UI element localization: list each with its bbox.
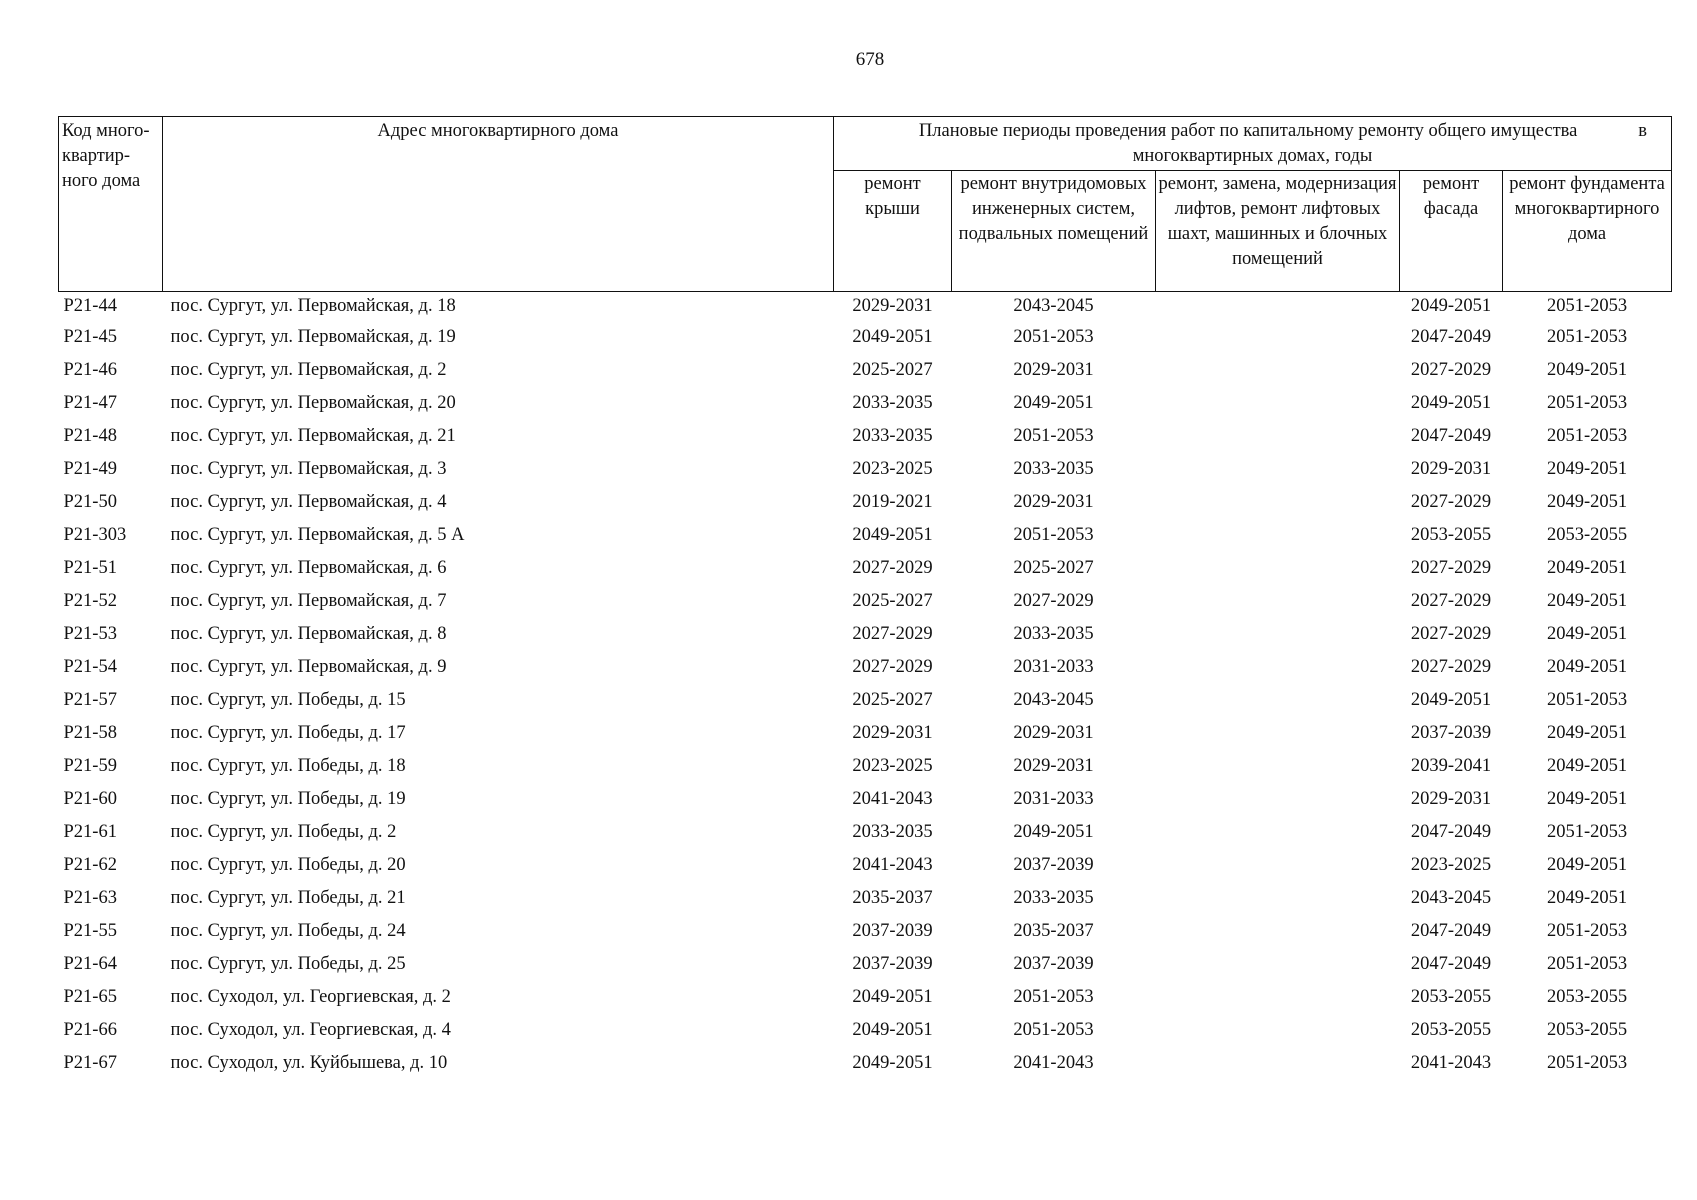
cell-foundation: 2051-2053	[1546, 921, 1628, 941]
cell-foundation: 2049-2051	[1546, 789, 1628, 809]
cell-foundation: 2051-2053	[1546, 690, 1628, 710]
table-row	[59, 391, 1672, 424]
cell-code: Р21-51	[63, 558, 117, 578]
cell-facade: 2043-2045	[1410, 888, 1492, 908]
table-row	[59, 787, 1672, 820]
cell-facade: 2029-2031	[1410, 789, 1492, 809]
cell-roof: 2033-2035	[852, 393, 933, 413]
cell-foundation: 2051-2053	[1546, 822, 1628, 842]
cell-facade: 2027-2029	[1410, 624, 1492, 644]
cell-address: пос. Сургут, ул. Победы, д. 15	[170, 690, 406, 710]
cell-address: пос. Сургут, ул. Первомайская, д. 7	[170, 591, 447, 611]
table-row	[59, 754, 1672, 787]
cell-elevators	[1156, 787, 1400, 820]
table-row	[59, 919, 1672, 952]
cell-roof: 2033-2035	[852, 426, 933, 446]
cell-engineering: 2031-2033	[1013, 789, 1094, 809]
cell-facade: 2027-2029	[1410, 657, 1492, 677]
cell-code: Р21-54	[63, 657, 117, 677]
header-elevators: ремонт, замена, модернизация лифтов, ремонт лифтовых шахт, машинных и блочных помещений	[1156, 171, 1400, 292]
cell-engineering: 2051-2053	[1013, 1020, 1094, 1040]
cell-code: Р21-61	[63, 822, 117, 842]
cell-roof: 2025-2027	[852, 690, 933, 710]
cell-code: Р21-65	[63, 987, 117, 1007]
cell-engineering: 2051-2053	[1013, 426, 1094, 446]
cell-roof: 2027-2029	[852, 657, 933, 677]
cell-facade: 2027-2029	[1410, 360, 1492, 380]
cell-roof: 2035-2037	[852, 888, 933, 908]
cell-engineering: 2049-2051	[1013, 393, 1094, 413]
cell-elevators	[1156, 754, 1400, 787]
table-row	[59, 1051, 1672, 1084]
cell-elevators	[1156, 325, 1400, 358]
cell-code: Р21-48	[63, 426, 117, 446]
cell-roof: 2019-2021	[852, 492, 933, 512]
cell-roof: 2037-2039	[852, 921, 933, 941]
cell-roof: 2049-2051	[852, 1020, 933, 1040]
cell-elevators	[1156, 688, 1400, 721]
cell-code: Р21-55	[63, 921, 117, 941]
cell-elevators	[1156, 952, 1400, 985]
table-row	[59, 490, 1672, 523]
cell-foundation: 2049-2051	[1546, 459, 1628, 479]
cell-engineering: 2027-2029	[1013, 591, 1094, 611]
page-number: 678	[855, 49, 885, 70]
table-row	[59, 622, 1672, 655]
cell-address: пос. Сургут, ул. Победы, д. 24	[170, 921, 406, 941]
table-row	[59, 523, 1672, 556]
cell-code: Р21-63	[63, 888, 117, 908]
cell-engineering: 2043-2045	[1013, 296, 1094, 316]
cell-foundation: 2049-2051	[1546, 855, 1628, 875]
cell-elevators	[1156, 523, 1400, 556]
cell-foundation: 2051-2053	[1546, 954, 1628, 974]
cell-address: пос. Сургут, ул. Первомайская, д. 4	[170, 492, 447, 512]
cell-engineering: 2029-2031	[1013, 723, 1094, 743]
cell-engineering: 2043-2045	[1013, 690, 1094, 710]
cell-roof: 2029-2031	[852, 723, 933, 743]
cell-roof: 2029-2031	[852, 296, 933, 316]
cell-foundation: 2049-2051	[1546, 756, 1628, 776]
cell-engineering: 2029-2031	[1013, 360, 1094, 380]
cell-facade: 2047-2049	[1410, 921, 1492, 941]
cell-elevators	[1156, 820, 1400, 853]
cell-facade: 2049-2051	[1410, 296, 1492, 316]
cell-roof: 2027-2029	[852, 558, 933, 578]
cell-facade: 2023-2025	[1410, 855, 1492, 875]
cell-elevators	[1156, 391, 1400, 424]
cell-code: Р21-57	[63, 690, 117, 710]
cell-code: Р21-46	[63, 360, 117, 380]
cell-foundation: 2051-2053	[1546, 1053, 1628, 1073]
cell-facade: 2041-2043	[1410, 1053, 1492, 1073]
cell-roof: 2023-2025	[852, 459, 933, 479]
cell-elevators	[1156, 655, 1400, 688]
cell-roof: 2027-2029	[852, 624, 933, 644]
cell-code: Р21-50	[63, 492, 117, 512]
table-row	[59, 358, 1672, 391]
table-row	[59, 556, 1672, 589]
cell-engineering: 2029-2031	[1013, 492, 1094, 512]
cell-facade: 2049-2051	[1410, 393, 1492, 413]
cell-facade: 2029-2031	[1410, 459, 1492, 479]
cell-elevators	[1156, 919, 1400, 952]
cell-address: пос. Сургут, ул. Первомайская, д. 19	[170, 327, 456, 347]
cell-code: Р21-45	[63, 327, 117, 347]
table-row	[59, 688, 1672, 721]
cell-elevators	[1156, 721, 1400, 754]
cell-foundation: 2049-2051	[1546, 723, 1628, 743]
cell-engineering: 2051-2053	[1013, 327, 1094, 347]
cell-address: пос. Сургут, ул. Победы, д. 2	[170, 822, 397, 842]
header-periods-line2: многоквартирных домах, годы	[1132, 146, 1373, 166]
cell-facade: 2047-2049	[1410, 954, 1492, 974]
cell-address: пос. Сургут, ул. Победы, д. 21	[170, 888, 406, 908]
cell-roof: 2049-2051	[852, 525, 933, 545]
cell-address: пос. Сургут, ул. Первомайская, д. 8	[170, 624, 447, 644]
cell-engineering: 2037-2039	[1013, 954, 1094, 974]
cell-foundation: 2049-2051	[1546, 360, 1628, 380]
table-row	[59, 655, 1672, 688]
header-code: Код много-квартир-ного дома	[59, 117, 163, 292]
table-row	[59, 424, 1672, 457]
cell-address: пос. Сургут, ул. Первомайская, д. 21	[170, 426, 456, 446]
table-header	[59, 117, 1672, 292]
cell-engineering: 2051-2053	[1013, 987, 1094, 1007]
cell-engineering: 2041-2043	[1013, 1053, 1094, 1073]
table-body	[59, 292, 1672, 1085]
table-row	[59, 1018, 1672, 1051]
cell-address: пос. Сургут, ул. Победы, д. 17	[170, 723, 406, 743]
cell-elevators	[1156, 490, 1400, 523]
cell-elevators	[1156, 1018, 1400, 1051]
table-row	[59, 457, 1672, 490]
table-row	[59, 325, 1672, 358]
cell-facade: 2053-2055	[1410, 1020, 1492, 1040]
cell-foundation: 2051-2053	[1546, 393, 1628, 413]
cell-address: пос. Сургут, ул. Первомайская, д. 5 А	[170, 525, 465, 545]
cell-engineering: 2037-2039	[1013, 855, 1094, 875]
cell-facade: 2037-2039	[1410, 723, 1492, 743]
cell-engineering: 2049-2051	[1013, 822, 1094, 842]
cell-address: пос. Сургут, ул. Победы, д. 25	[170, 954, 406, 974]
cell-code: Р21-60	[63, 789, 117, 809]
cell-foundation: 2049-2051	[1546, 591, 1628, 611]
cell-roof: 2023-2025	[852, 756, 933, 776]
table-row	[59, 886, 1672, 919]
cell-code: Р21-58	[63, 723, 117, 743]
cell-elevators	[1156, 622, 1400, 655]
cell-foundation: 2049-2051	[1546, 624, 1628, 644]
cell-engineering: 2033-2035	[1013, 459, 1094, 479]
cell-facade: 2047-2049	[1410, 426, 1492, 446]
cell-facade: 2053-2055	[1410, 525, 1492, 545]
cell-facade: 2027-2029	[1410, 591, 1492, 611]
cell-elevators	[1156, 457, 1400, 490]
cell-foundation: 2053-2055	[1546, 525, 1628, 545]
cell-foundation: 2053-2055	[1546, 987, 1628, 1007]
cell-foundation: 2049-2051	[1546, 558, 1628, 578]
header-foundation: ремонт фундамента многоквартирного дома	[1503, 171, 1672, 292]
cell-engineering: 2051-2053	[1013, 525, 1094, 545]
cell-elevators	[1156, 358, 1400, 391]
table-row	[59, 853, 1672, 886]
header-periods	[834, 117, 1672, 171]
cell-roof: 2037-2039	[852, 954, 933, 974]
cell-roof: 2049-2051	[852, 327, 933, 347]
cell-foundation: 2049-2051	[1546, 492, 1628, 512]
cell-code: Р21-53	[63, 624, 117, 644]
cell-address: пос. Сургут, ул. Первомайская, д. 6	[170, 558, 447, 578]
cell-address: пос. Сургут, ул. Первомайская, д. 3	[170, 459, 447, 479]
table-row	[59, 985, 1672, 1018]
cell-facade: 2049-2051	[1410, 690, 1492, 710]
cell-elevators	[1156, 886, 1400, 919]
cell-code: Р21-44	[63, 296, 117, 316]
cell-code: Р21-59	[63, 756, 117, 776]
cell-code: Р21-47	[63, 393, 117, 413]
cell-engineering: 2035-2037	[1013, 921, 1094, 941]
cell-code: Р21-52	[63, 591, 117, 611]
cell-engineering: 2029-2031	[1013, 756, 1094, 776]
cell-address: пос. Сургут, ул. Победы, д. 19	[170, 789, 406, 809]
header-roof: ремонт крыши	[834, 171, 952, 292]
cell-code: Р21-49	[63, 459, 117, 479]
cell-elevators	[1156, 589, 1400, 622]
header-periods-in: в	[1638, 121, 1648, 141]
cell-address: пос. Сургут, ул. Победы, д. 18	[170, 756, 406, 776]
cell-code: Р21-66	[63, 1020, 117, 1040]
cell-foundation: 2051-2053	[1546, 296, 1628, 316]
cell-roof: 2041-2043	[852, 855, 933, 875]
cell-address: пос. Суходол, ул. Куйбышева, д. 10	[170, 1053, 448, 1073]
cell-facade: 2027-2029	[1410, 492, 1492, 512]
cell-elevators	[1156, 1051, 1400, 1084]
repair-schedule-table	[58, 116, 1672, 1084]
cell-elevators	[1156, 424, 1400, 457]
cell-code: Р21-303	[63, 525, 127, 545]
table-row	[59, 589, 1672, 622]
table-row	[59, 292, 1672, 326]
cell-roof: 2025-2027	[852, 591, 933, 611]
cell-elevators	[1156, 556, 1400, 589]
table-row	[59, 820, 1672, 853]
cell-foundation: 2053-2055	[1546, 1020, 1628, 1040]
cell-address: пос. Сургут, ул. Первомайская, д. 9	[170, 657, 447, 677]
cell-code: Р21-64	[63, 954, 117, 974]
header-engineering: ремонт внутридомовых инженерных систем, подвальных помещений	[952, 171, 1156, 292]
cell-foundation: 2051-2053	[1546, 327, 1628, 347]
cell-foundation: 2051-2053	[1546, 426, 1628, 446]
cell-address: пос. Сургут, ул. Первомайская, д. 18	[170, 296, 456, 316]
cell-engineering: 2033-2035	[1013, 624, 1094, 644]
cell-code: Р21-62	[63, 855, 117, 875]
cell-engineering: 2031-2033	[1013, 657, 1094, 677]
cell-engineering: 2025-2027	[1013, 558, 1094, 578]
cell-elevators	[1156, 985, 1400, 1018]
cell-foundation: 2049-2051	[1546, 657, 1628, 677]
cell-facade: 2047-2049	[1410, 822, 1492, 842]
cell-elevators	[1156, 853, 1400, 886]
header-address: Адрес многоквартирного дома	[163, 117, 834, 292]
cell-address: пос. Сургут, ул. Первомайская, д. 20	[170, 393, 456, 413]
cell-roof: 2033-2035	[852, 822, 933, 842]
cell-code: Р21-67	[63, 1053, 117, 1073]
cell-roof: 2049-2051	[852, 1053, 933, 1073]
cell-elevators	[1156, 292, 1400, 326]
cell-facade: 2039-2041	[1410, 756, 1492, 776]
cell-facade: 2047-2049	[1410, 327, 1492, 347]
cell-facade: 2027-2029	[1410, 558, 1492, 578]
cell-roof: 2041-2043	[852, 789, 933, 809]
header-facade: ремонт фасада	[1400, 171, 1503, 292]
cell-engineering: 2033-2035	[1013, 888, 1094, 908]
cell-facade: 2053-2055	[1410, 987, 1492, 1007]
cell-roof: 2025-2027	[852, 360, 933, 380]
cell-address: пос. Сургут, ул. Первомайская, д. 2	[170, 360, 447, 380]
cell-roof: 2049-2051	[852, 987, 933, 1007]
cell-address: пос. Сургут, ул. Победы, д. 20	[170, 855, 406, 875]
table-row	[59, 721, 1672, 754]
table-row	[59, 952, 1672, 985]
header-periods-line1: Плановые периоды проведения работ по капитальному ремонту общего имущества	[918, 121, 1578, 141]
cell-address: пос. Суходол, ул. Георгиевская, д. 4	[170, 1020, 451, 1040]
cell-foundation: 2049-2051	[1546, 888, 1628, 908]
cell-address: пос. Суходол, ул. Георгиевская, д. 2	[170, 987, 451, 1007]
